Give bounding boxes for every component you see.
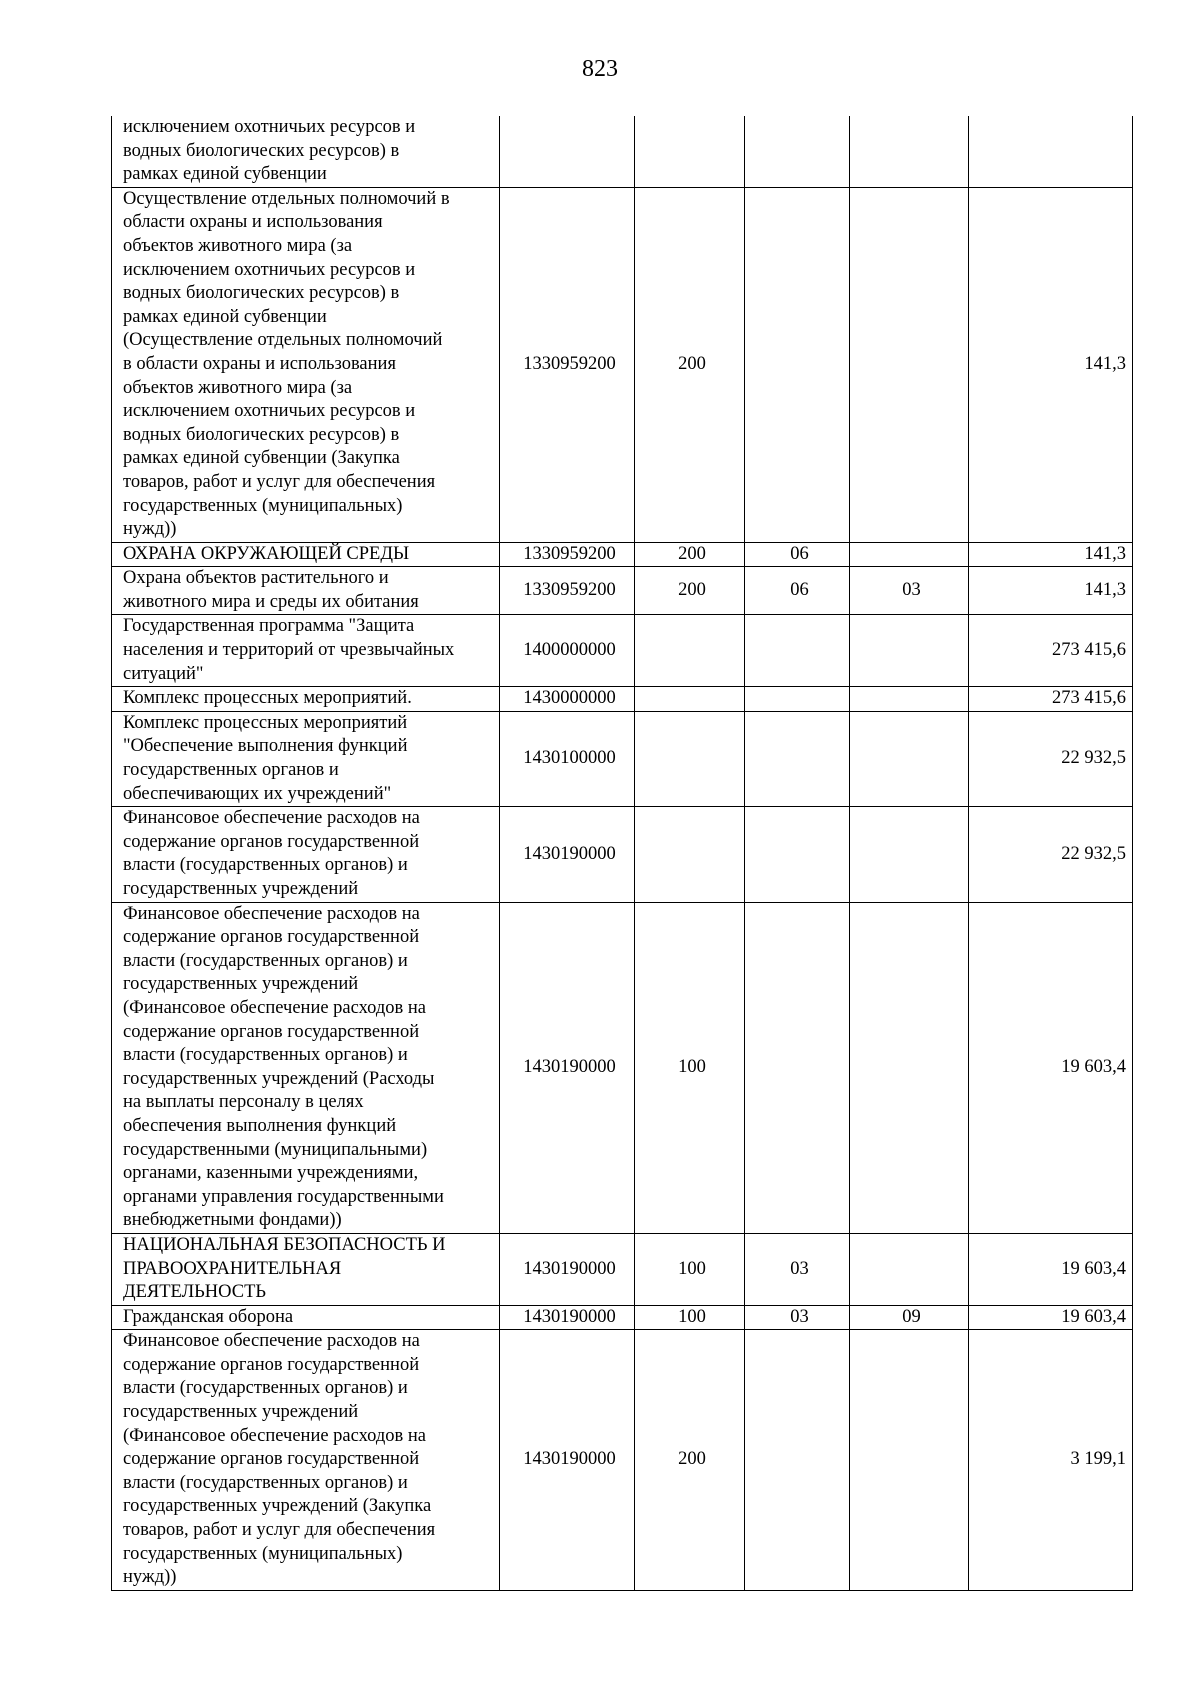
row-target-code: 1330959200 (500, 187, 635, 542)
row-amount: 19 603,4 (969, 902, 1133, 1233)
row-name: НАЦИОНАЛЬНАЯ БЕЗОПАСНОСТЬ И ПРАВООХРАНИТЕЛЬНАЯ ДЕЯТЕЛЬНОСТЬ (112, 1233, 500, 1305)
row-expense-type: 100 (635, 1305, 745, 1330)
row-target-code: 1430190000 (500, 902, 635, 1233)
row-section (745, 116, 850, 187)
row-section: 03 (745, 1305, 850, 1330)
row-name: Финансовое обеспечение расходов на содержание органов государственной власти (государственных органов) и государственных учреждений (Финансовое обеспечение расходов на содержание органов государственной власти (государственных органов) и государственных учреждений (Расходы на выплаты персоналу в целях обеспечения выполнения функций государственными (муниципальными) органами, казенными учреждениями, органами управления государственными внебюджетными фондами)) (112, 902, 500, 1233)
row-subsection (850, 187, 969, 542)
row-target-code: 1430190000 (500, 1233, 635, 1305)
row-target-code: 1330959200 (500, 567, 635, 615)
budget-table (111, 116, 1133, 1591)
table-row (112, 542, 1133, 567)
row-target-code (500, 116, 635, 187)
table-row (112, 187, 1133, 542)
row-section (745, 1330, 850, 1591)
table-row (112, 687, 1133, 712)
row-section: 06 (745, 567, 850, 615)
row-amount: 3 199,1 (969, 1330, 1133, 1591)
row-expense-type: 200 (635, 187, 745, 542)
row-expense-type (635, 615, 745, 687)
row-expense-type (635, 807, 745, 902)
row-amount: 22 932,5 (969, 711, 1133, 806)
budget-table-body (112, 116, 1133, 1590)
row-subsection: 09 (850, 1305, 969, 1330)
row-subsection (850, 902, 969, 1233)
row-target-code: 1430100000 (500, 711, 635, 806)
table-row (112, 615, 1133, 687)
row-target-code: 1330959200 (500, 542, 635, 567)
row-amount: 273 415,6 (969, 687, 1133, 712)
table-row (112, 1305, 1133, 1330)
row-section: 06 (745, 542, 850, 567)
row-subsection (850, 1330, 969, 1591)
row-amount: 19 603,4 (969, 1233, 1133, 1305)
row-subsection: 03 (850, 567, 969, 615)
row-expense-type: 100 (635, 902, 745, 1233)
row-amount: 22 932,5 (969, 807, 1133, 902)
row-subsection (850, 711, 969, 806)
row-name: Финансовое обеспечение расходов на содержание органов государственной власти (государственных органов) и государственных учреждений (112, 807, 500, 902)
row-target-code: 1430000000 (500, 687, 635, 712)
row-expense-type: 100 (635, 1233, 745, 1305)
table-row (112, 1233, 1133, 1305)
row-subsection (850, 1233, 969, 1305)
row-expense-type (635, 116, 745, 187)
table-row (112, 902, 1133, 1233)
row-name: Гражданская оборона (112, 1305, 500, 1330)
row-name: Охрана объектов растительного и животного мира и среды их обитания (112, 567, 500, 615)
row-amount: 141,3 (969, 567, 1133, 615)
row-target-code: 1400000000 (500, 615, 635, 687)
row-name: Комплекс процессных мероприятий. (112, 687, 500, 712)
row-name: Комплекс процессных мероприятий "Обеспечение выполнения функций государственных органов и обеспечивающих их учреждений" (112, 711, 500, 806)
row-name: ОХРАНА ОКРУЖАЮЩЕЙ СРЕДЫ (112, 542, 500, 567)
row-subsection (850, 615, 969, 687)
row-subsection (850, 807, 969, 902)
page-number: 823 (582, 56, 618, 82)
row-amount: 141,3 (969, 187, 1133, 542)
row-expense-type: 200 (635, 1330, 745, 1591)
row-section (745, 687, 850, 712)
row-subsection (850, 542, 969, 567)
table-row (112, 711, 1133, 806)
row-expense-type (635, 687, 745, 712)
row-subsection (850, 687, 969, 712)
table-row (112, 807, 1133, 902)
row-name: Осуществление отдельных полномочий в области охраны и использования объектов животного мира (за исключением охотничьих ресурсов и водных биологических ресурсов) в рамках единой субвенции (Осуществление отдельных полномочий в области охраны и использования объектов животного мира (за исключением охотничьих ресурсов и водных биологических ресурсов) в рамках единой субвенции (Закупка товаров, работ и услуг для обеспечения государственных (муниципальных) нужд)) (112, 187, 500, 542)
row-target-code: 1430190000 (500, 1305, 635, 1330)
row-name: Финансовое обеспечение расходов на содержание органов государственной власти (государственных органов) и государственных учреждений (Финансовое обеспечение расходов на содержание органов государственной власти (государственных органов) и государственных учреждений (Закупка товаров, работ и услуг для обеспечения государственных (муниципальных) нужд)) (112, 1330, 500, 1591)
row-target-code: 1430190000 (500, 1330, 635, 1591)
row-section (745, 187, 850, 542)
row-amount: 19 603,4 (969, 1305, 1133, 1330)
table-row (112, 1330, 1133, 1591)
row-amount: 273 415,6 (969, 615, 1133, 687)
row-name: исключением охотничьих ресурсов и водных биологических ресурсов) в рамках единой субвенции (112, 116, 500, 187)
row-name: Государственная программа "Защита населения и территорий от чрезвычайных ситуаций" (112, 615, 500, 687)
table-row (112, 567, 1133, 615)
row-section (745, 902, 850, 1233)
row-section (745, 807, 850, 902)
table-row (112, 116, 1133, 187)
row-expense-type (635, 711, 745, 806)
row-expense-type: 200 (635, 567, 745, 615)
row-target-code: 1430190000 (500, 807, 635, 902)
row-section (745, 615, 850, 687)
row-amount (969, 116, 1133, 187)
row-section: 03 (745, 1233, 850, 1305)
row-subsection (850, 116, 969, 187)
row-expense-type: 200 (635, 542, 745, 567)
row-amount: 141,3 (969, 542, 1133, 567)
row-section (745, 711, 850, 806)
